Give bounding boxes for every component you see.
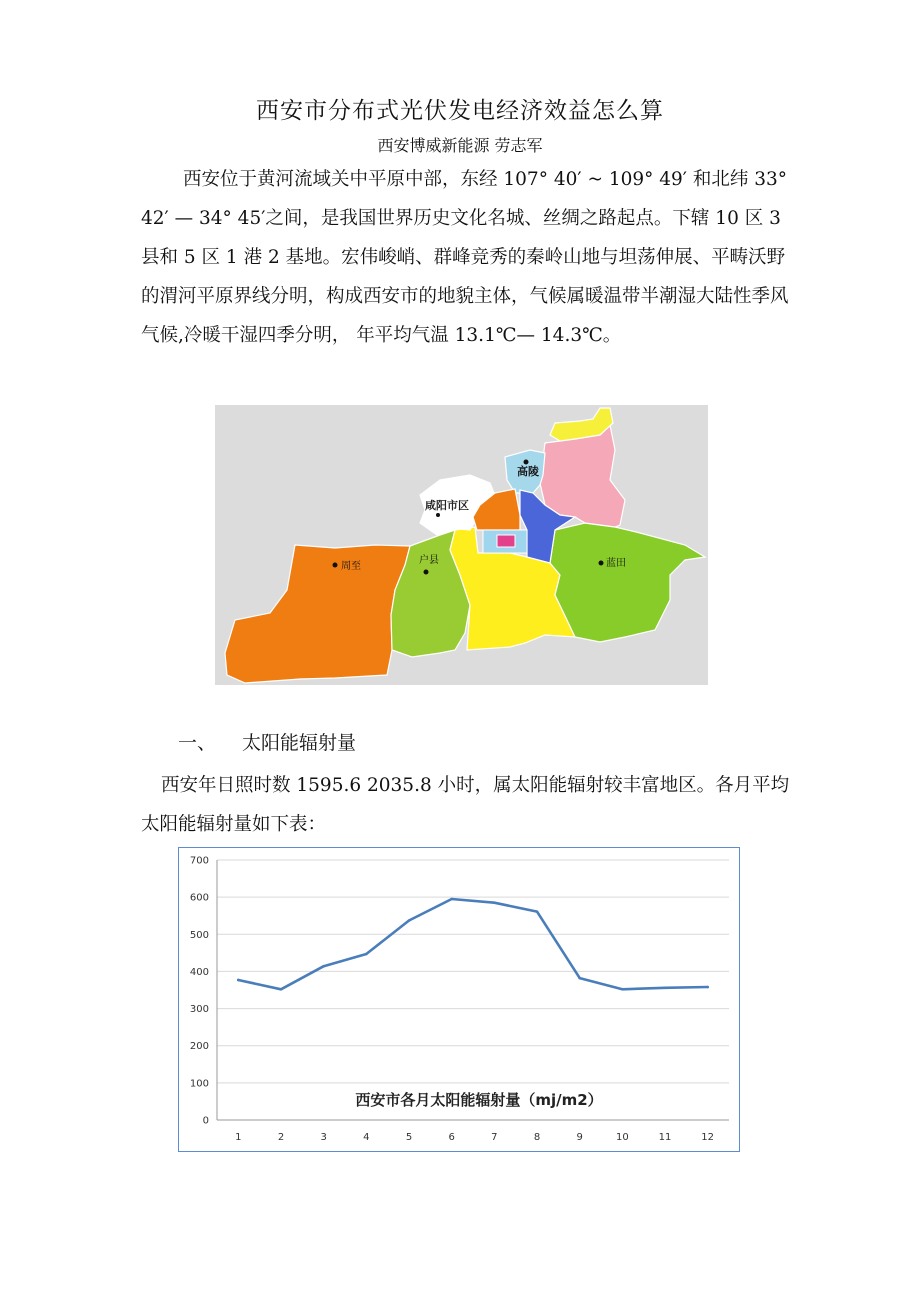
chart-data-point (450, 898, 453, 901)
chart-x-tick-label: 10 (615, 1132, 629, 1143)
chart-data-point (408, 919, 411, 922)
map-region-lantian (550, 523, 705, 642)
chart-y-tick-label: 500 (189, 929, 209, 941)
map-label-zhouzhi: 周至 (341, 561, 361, 572)
xian-district-map (215, 405, 708, 685)
chart-svg (179, 848, 738, 1150)
chart-x-tick-label: 7 (491, 1132, 498, 1143)
chart-data-point (365, 953, 368, 956)
chart-x-tick-label: 4 (363, 1132, 370, 1143)
map-label-lantian: 蓝田 (606, 558, 626, 569)
section-paragraph: 西安年日照时数 1595.6 2035.8 小时，属太阳能辐射较丰富地区。各月平均太阳能辐射量如下表： (141, 775, 790, 835)
map-svg (215, 405, 708, 685)
chart-series-line (238, 899, 707, 989)
chart-data-point (578, 977, 581, 980)
chart-y-tick-label: 700 (189, 855, 209, 867)
radiation-line-chart (178, 847, 740, 1152)
chart-data-point (322, 965, 325, 968)
document-title: 西安市分布式光伏发电经济效益怎么算 (256, 98, 664, 124)
chart-data-point (280, 988, 283, 991)
map-dot-huxian (424, 570, 429, 575)
document-author: 西安博威新能源 劳志军 (377, 136, 543, 155)
map-dot-gaoling (524, 460, 529, 465)
chart-x-tick-label: 2 (277, 1132, 285, 1143)
chart-x-tick-label: 8 (533, 1132, 541, 1143)
section-title: 太阳能辐射量 (242, 732, 357, 754)
chart-y-tick-label: 600 (189, 892, 209, 904)
section-number: 一、 (178, 732, 217, 754)
chart-x-tick-label: 3 (320, 1132, 327, 1143)
map-label-gaoling: 高陵 (517, 465, 539, 478)
chart-data-point (536, 910, 539, 913)
chart-x-tick-label: 11 (658, 1132, 672, 1143)
map-label-xianyang: 咸阳市区 (425, 499, 469, 512)
chart-y-tick-label: 300 (189, 1004, 209, 1016)
map-region-city-inner (497, 535, 515, 547)
map-dot-lantian (599, 561, 604, 566)
chart-x-tick-label: 1 (235, 1132, 242, 1143)
map-dot-xianyang (436, 513, 440, 517)
chart-data-point (493, 901, 496, 904)
chart-y-tick-label: 400 (189, 966, 209, 978)
chart-x-tick-label: 12 (701, 1132, 715, 1143)
chart-title: 西安市各月太阳能辐射量（mj/m2） (355, 1091, 603, 1109)
chart-data-point (621, 988, 624, 991)
chart-data-point (706, 986, 709, 989)
chart-y-tick-label: 200 (189, 1041, 209, 1053)
chart-data-point (237, 979, 240, 982)
section-heading (178, 728, 356, 755)
intro-paragraph: 西安位于黄河流域关中平原中部，东经 107° 40′ ~ 109° 49′ 和北纬 33° 42′ — 34° 45′之间，是我国世界历史文化名城、丝绸之路起点。下辖 10 区 3 县和 5 区 1 港 2 基地。宏伟峻峭、群峰竞秀的秦岭山地与坦荡伸展、平畴沃野的渭河平原界线分明，构成西安市的地貌主体，气候属暖温带半潮湿大陆性季风气候,冷暖干湿四季分明， 年平均气温 13.1℃— 14.3℃。 (141, 169, 789, 346)
chart-y-tick-label: 0 (202, 1115, 209, 1127)
chart-data-point (664, 986, 667, 989)
chart-x-tick-label: 6 (448, 1132, 455, 1143)
chart-y-tick-label: 100 (189, 1078, 209, 1090)
map-region-zhouzhi (225, 545, 410, 683)
chart-x-tick-label: 5 (405, 1132, 413, 1143)
chart-x-tick-label: 9 (576, 1132, 583, 1143)
map-dot-zhouzhi (333, 563, 338, 568)
map-label-huxian: 户县 (419, 555, 439, 566)
